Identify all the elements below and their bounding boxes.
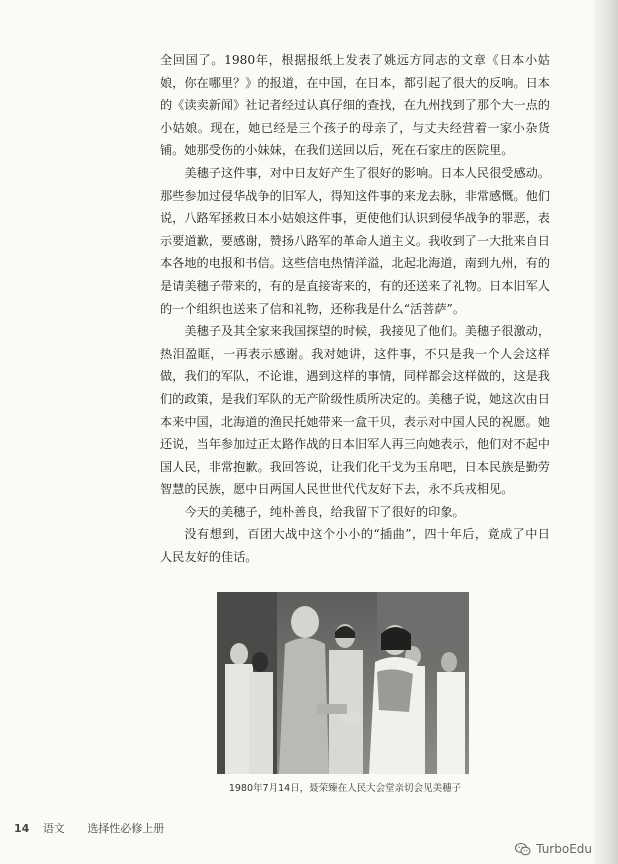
paragraph: 全回国了。1980年，根据报纸上发表了姚远方同志的文章《日本小姑娘，你在哪里？》的报道，在中国，在日本，都引起了很大的反响。日本的《读卖新闻》社记者经过认真仔细的查找，在九州找到了那个大一点的小姑娘。现在，她已经是三个孩子的母亲了，与丈夫经营着一家小杂货铺。她那受伤的小妹妹，在我们送回以后，死在石家庄的医院里。 <box>160 53 550 158</box>
paragraph: 今天的美穗子，纯朴善良，给我留下了很好的印象。 <box>184 504 465 519</box>
watermark <box>515 842 592 856</box>
footer-separator <box>74 822 78 835</box>
paragraph: 没有想到，百团大战中这个小小的“插曲”，四十年后，竟成了中日人民友好的佳话。 <box>160 527 550 565</box>
historical-photo <box>217 592 469 774</box>
wechat-icon <box>515 843 531 856</box>
volume-label: 选择性必修上册 <box>87 822 165 835</box>
page-edge-shadow <box>594 0 618 864</box>
subject-label: 语文 <box>42 822 65 835</box>
photo-caption: 1980年7月14日，聂荣臻在人民大会堂亲切会见美穗子 <box>228 783 462 794</box>
watermark-text: TurboEdu <box>536 842 592 856</box>
paragraph: 美穗子及其全家来我国探望的时候，我接见了他们。美穗子很激动，热泪盈眶，一再表示感谢。我对她讲，这件事，不只是我一个人会这样做，我们的军队，不论谁，遇到这样的事情，同样都会这样做的，这是我们的政策，是我们军队的无产阶级性质所决定的。美穗子说，她这次由日本来中国，北海道的渔民托她带来一盒干贝，表示对中国人民的祝愿。她还说，当年参加过正太路作战的日本旧军人再三向她表示，他们对不起中国人民，非常抱歉。我回答说，让我们化干戈为玉帛吧，日本民族是勤劳智慧的民族，愿中日两国人民世世代代友好下去，永不兵戎相见。 <box>160 324 551 497</box>
page-number: 14 <box>14 822 30 835</box>
paragraph: 美穗子这件事，对中日友好产生了很好的影响。日本人民很受感动。那些参加过侵华战争的旧军人，得知这件事的来龙去脉，非常感慨。他们说，八路军拯救日本小姑娘这件事，更使他们认识到侵华战争的罪恶，表示要道歉，要感谢，赞扬八路军的革命人道主义。我收到了一大批来自日本各地的电报和书信。这些信电热情洋溢，北起北海道，南到九州，有的是请美穗子带来的，有的是直接寄来的，有的还送来了礼物。日本旧军人的一个组织也送来了信和礼物，还称我是什么“活菩萨”。 <box>160 165 551 316</box>
article-body <box>160 49 550 569</box>
page-footer <box>14 820 164 836</box>
